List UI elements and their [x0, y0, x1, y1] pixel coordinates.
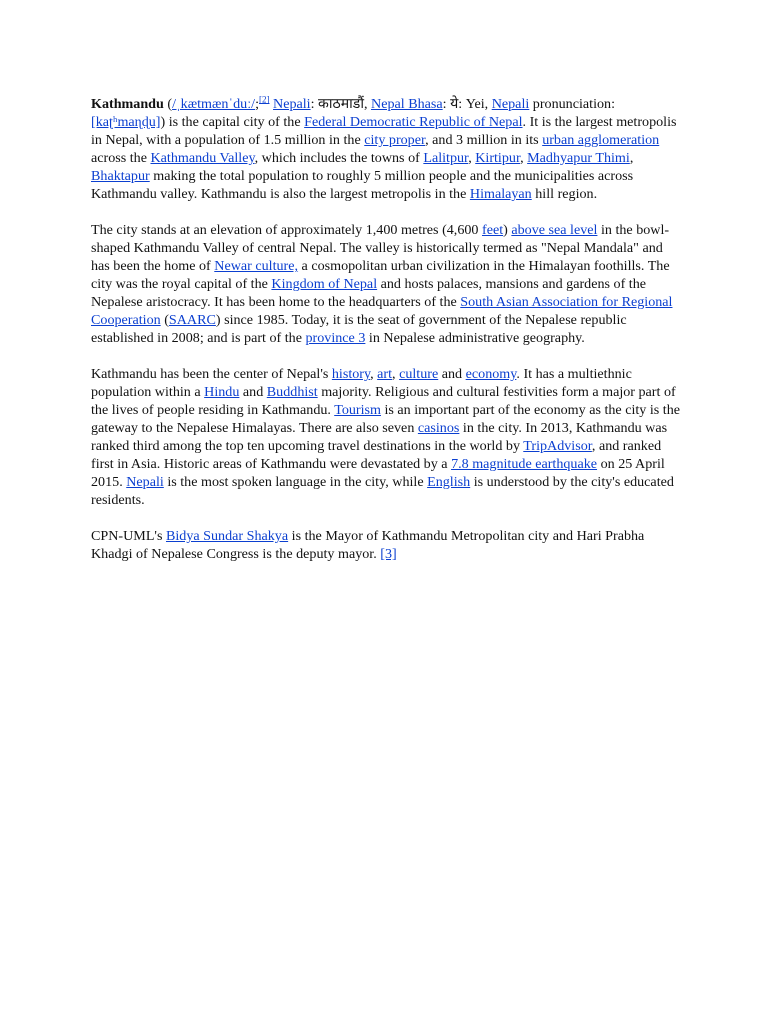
text-run: in Nepalese administrative geography. — [365, 330, 585, 346]
text-run: CPN-UML's — [91, 528, 166, 544]
urban-agglomeration-link[interactable]: urban agglomeration — [542, 132, 660, 148]
nepali-language-link[interactable]: Nepali — [273, 96, 311, 112]
saarc-full-link[interactable]: South Asian Association for Regional Cooperation — [91, 294, 673, 328]
article-title: Kathmandu — [91, 96, 164, 112]
text-run: and — [438, 366, 466, 382]
text-run: ) — [503, 222, 512, 238]
text-run: , which includes the towns of — [254, 150, 424, 166]
citation-3-link[interactable]: [3] — [380, 546, 397, 562]
text-run: is the most spoken language in the city, while — [163, 474, 428, 490]
city-proper-link[interactable]: city proper — [364, 132, 426, 148]
text-run: : काठमाडौं, — [310, 96, 372, 112]
casinos-link[interactable]: casinos — [417, 420, 460, 436]
text-run: Kathmandu has been the center of Nepal's — [91, 366, 332, 382]
bidya-sundar-shakya-link[interactable]: Bidya Sundar Shakya — [165, 528, 289, 544]
tripadvisor-link[interactable]: TripAdvisor — [523, 438, 592, 454]
text-run: pronunciation: — [529, 96, 615, 112]
economy-link[interactable]: economy — [465, 366, 517, 382]
himalayan-link[interactable]: Himalayan — [469, 186, 532, 202]
text-run: . It has a multiethnic population within a — [91, 366, 632, 400]
english-link[interactable]: English — [427, 474, 471, 490]
text-run: , — [629, 150, 634, 166]
text-run: The city stands at an elevation of approximately 1,400 metres (4,600 — [91, 222, 482, 238]
text-run: in the city. In 2013, Kathmandu was ranked third among the top ten upcoming travel destinations in the world by — [91, 420, 668, 454]
nepali-link[interactable]: Nepali — [126, 474, 164, 490]
text-run: ; — [255, 96, 259, 112]
text-run: ( — [163, 96, 173, 112]
kathmandu-valley-link[interactable]: Kathmandu Valley — [150, 150, 255, 166]
nepali-pronunciation-link[interactable]: Nepali — [491, 96, 530, 112]
ipa-english-link[interactable]: /ˌkætmænˈduː/ — [172, 96, 256, 112]
saarc-link[interactable]: SAARC — [168, 312, 216, 328]
article-body — [91, 95, 681, 563]
text-run: , and ranked first in Asia. Historic areas of Kathmandu were devastated by a — [91, 438, 662, 472]
nepal-bhasa-link[interactable]: Nepal Bhasa — [371, 96, 443, 112]
text-run: , — [520, 150, 528, 166]
paragraph-geography — [91, 221, 681, 347]
text-run: making the total population to roughly 5 million people and the municipalities across Kathmandu valley. Kathmandu is also the largest metropolis in the — [91, 168, 634, 202]
kirtipur-link[interactable]: Kirtipur — [475, 150, 521, 166]
art-link[interactable]: art — [377, 366, 393, 382]
bhaktapur-link[interactable]: Bhaktapur — [91, 168, 150, 184]
tourism-link[interactable]: Tourism — [334, 402, 381, 418]
newar-culture-link[interactable]: Newar culture, — [214, 258, 299, 274]
text-run: , — [468, 150, 476, 166]
text-run: is the Mayor of Kathmandu Metropolitan city and Hari Prabha Khadgi of Nepalese Congress is the deputy mayor. — [91, 528, 645, 562]
paragraph-culture — [91, 365, 681, 509]
text-run: , and 3 million in its — [425, 132, 543, 148]
hindu-link[interactable]: Hindu — [204, 384, 240, 400]
paragraph-government — [91, 527, 681, 563]
text-run: and hosts palaces, mansions and gardens of the Nepalese aristocracy. It has been home to the headquarters of the — [91, 276, 646, 310]
madhyapur-thimi-link[interactable]: Madhyapur Thimi — [527, 150, 630, 166]
text-run: and — [239, 384, 267, 400]
federal-republic-link[interactable]: Federal Democratic Republic of Nepal — [304, 114, 523, 130]
text-run: a cosmopolitan urban civilization in the Himalayan foothills. The city was the royal capital of the — [91, 258, 670, 292]
text-run: is understood by the city's educated residents. — [91, 474, 674, 508]
text-run: hill region. — [531, 186, 598, 202]
paragraph-intro — [91, 95, 681, 203]
text-run: : ये: Yei, — [442, 96, 492, 112]
text-run: ( — [160, 312, 169, 328]
text-run: . It is the largest metropolis in Nepal, with a population of 1.5 million in the — [91, 114, 677, 148]
text-run: majority. Religious and cultural festivities form a major part of the lives of people residing in Kathmandu. — [91, 384, 676, 418]
feet-link[interactable]: feet — [482, 222, 504, 238]
text-run: is an important part of the economy as the city is the gateway to the Nepalese Himalayas. There are also seven — [91, 402, 681, 436]
above-sea-level-link[interactable]: above sea level — [511, 222, 598, 238]
text-run: on 25 April 2015. — [91, 456, 665, 490]
citation-2-link[interactable]: [2] — [259, 94, 270, 105]
text-run: , — [392, 366, 400, 382]
culture-link[interactable]: culture — [399, 366, 439, 382]
province-3-link[interactable]: province 3 — [305, 330, 366, 346]
earthquake-link[interactable]: 7.8 magnitude earthquake — [451, 456, 598, 472]
text-run: , — [370, 366, 378, 382]
text-run: in the bowl-shaped Kathmandu Valley of central Nepal. The valley is historically termed as "Nepal Mandala" and has been the home of — [91, 222, 670, 274]
text-run: ) is the capital city of the — [160, 114, 305, 130]
kingdom-of-nepal-link[interactable]: Kingdom of Nepal — [271, 276, 378, 292]
lalitpur-link[interactable]: Lalitpur — [423, 150, 469, 166]
ipa-nepali-link[interactable]: [kaʈʰmaɳɖu] — [91, 114, 161, 130]
buddhist-link[interactable]: Buddhist — [266, 384, 318, 400]
text-run: across the — [91, 150, 151, 166]
history-link[interactable]: history — [331, 366, 371, 382]
text-run: ) since 1985. Today, it is the seat of government of the Nepalese republic established in 2008; and is part of the — [91, 312, 627, 346]
